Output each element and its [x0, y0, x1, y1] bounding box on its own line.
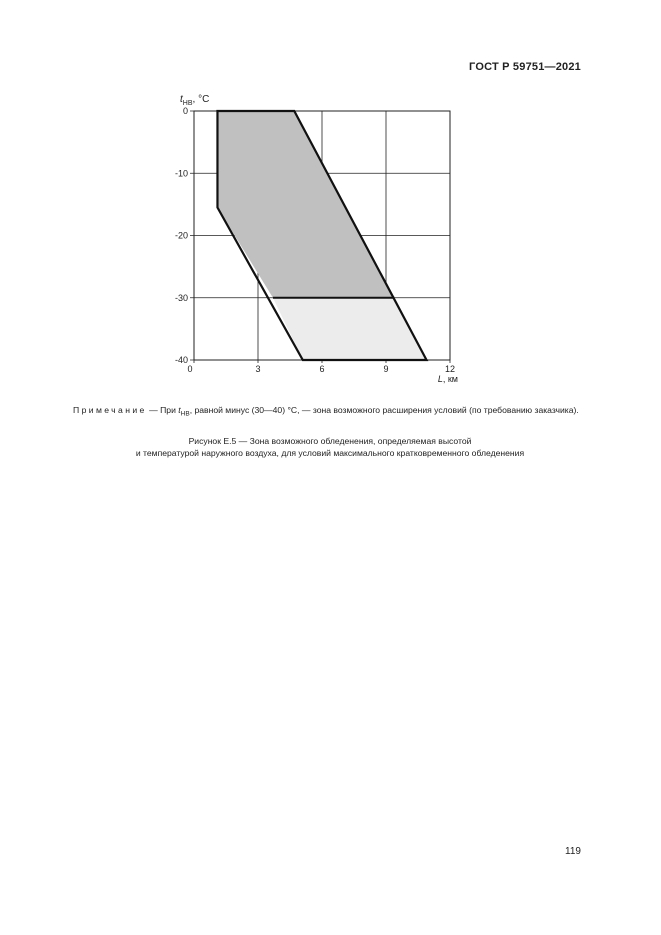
- x-tick-label: 0: [187, 364, 193, 374]
- note-dash: — При: [146, 405, 179, 415]
- x-tick-label: 6: [319, 364, 325, 374]
- y-tick-label: 0: [182, 106, 188, 116]
- note-t-symbol: t: [178, 405, 181, 415]
- note-label: Примечание: [73, 405, 147, 415]
- x-tick-label: 3: [255, 364, 261, 374]
- x-tick-label: 9: [383, 364, 389, 374]
- page-number: 119: [565, 846, 581, 857]
- zone-polygon: [217, 111, 394, 298]
- caption-line-1: Рисунок Е.5 — Зона возможного обледенения, определяемая высотой: [188, 436, 472, 446]
- note-text: , равной минус (30—40) °С, — зона возможного расширения условий (по требованию заказчика).: [189, 405, 579, 415]
- x-tick-label: 12: [444, 364, 456, 374]
- zone-polygon: [273, 298, 427, 360]
- figure-note: [73, 404, 585, 421]
- icing-zone-chart: [0, 0, 661, 400]
- y-tick-label: -30: [174, 292, 188, 303]
- x-axis-label: L, км: [437, 374, 458, 384]
- note-t-sub: НВ: [180, 410, 190, 418]
- figure-caption: [60, 435, 600, 459]
- standard-number: ГОСТ Р 59751—2021: [469, 61, 581, 73]
- y-axis-label: $t_{НВ}$, °C: [180, 94, 210, 107]
- caption-line-2: и температурой наружного воздуха, для условий максимального кратковременного обледенения: [135, 448, 525, 458]
- y-tick-label: -20: [174, 230, 188, 241]
- y-tick-label: -40: [174, 355, 188, 365]
- y-tick-label: -10: [174, 168, 188, 179]
